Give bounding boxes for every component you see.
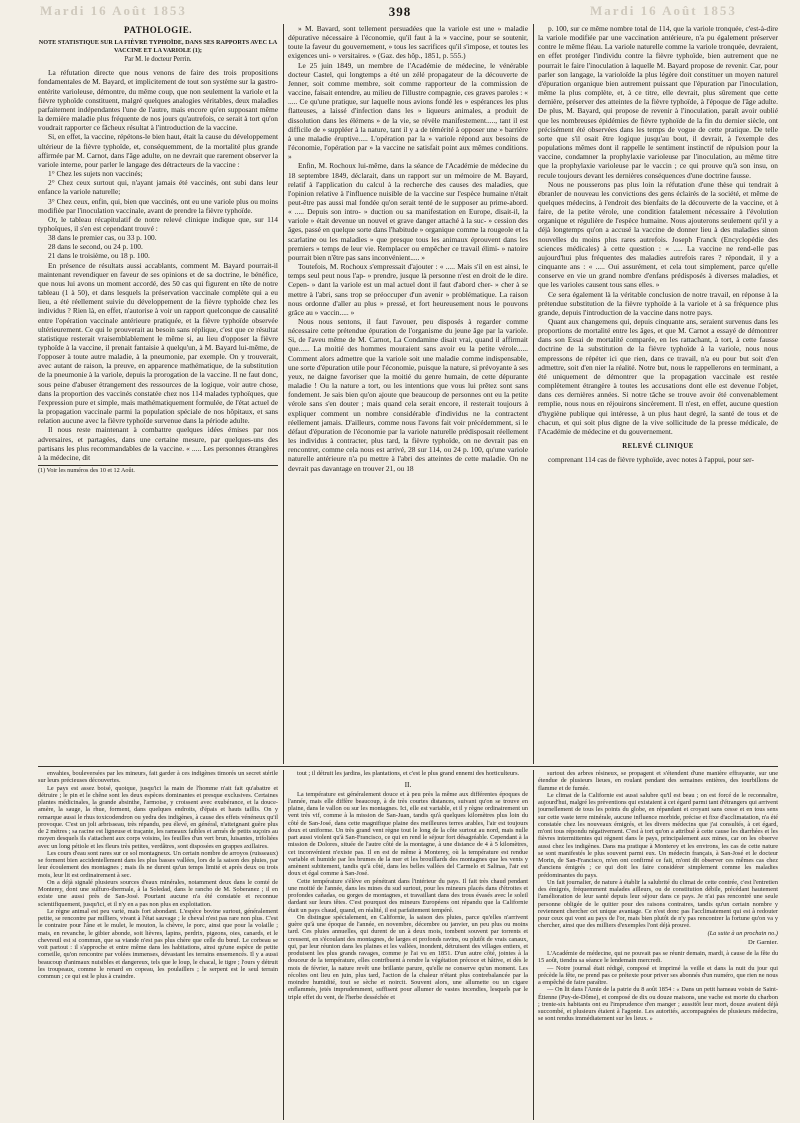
masthead-strip [0,0,800,22]
paragraph: comprenant 114 cas de fièvre typhoïde, avec notes à l'appui, pour ser- [548,455,754,465]
paragraph: Toutefois, M. Rochoux s'empressait d'ajouter : « ..... Mais s'il en est ainsi, le temps seul peut nous l'ap- » prendre, jusque là personne n'est en droit de le dire. Cepen- » dant la variole est un mal actuel dont il faut d'abord cher- » cher à se mettre à l'abri, sans trop se préoccuper d'un avenir » problématique. La raison nous ordonne d'aller au plus » pressé, et fort heureusement nous le pouvons grâce au » vaccin..... » [288,262,528,317]
column-1-text [38,68,278,462]
column-rule [533,770,534,1120]
paragraph: » M. Bavard, sont tellement persuadées que la variole est une » maladie dépurative nécessaire à l'économie, qu'il faut à la » vaccine, pour se soutenir, toute la faveur du gouvernement, » tous les sacrifices qu'il s'impose, et toutes les exigences uni- » versitaires. » (Gaz. des hôp., 1851, p. 555.) [288,24,528,61]
footnote: (1) Voir les numéros des 10 et 12 Août. [38,465,278,474]
column-1 [38,24,278,764]
paragraph: Un fait journalier, de nature à établir la salubrité du climat de cette contrée, c'est l'entretien des émigrés, fréquemment malades ailleurs, ou de constitution débile, précédant hautement l'amélioration de leur santé depuis leur séjour dans ce pays. Je n'ai pas rencontré une seule personne obligée de le quitter pour des raisons contraires, tandis qu'un certain nombre y reviennent chercher cet unique avantage. Ce n'est donc pas l'acclimatement qui est à redouter pour ceux qui vont au pays de l'or, mais bien plutôt de n'y pas rencontrer la fortune qu'on va y chercher, ainsi que des milliers d'exemples l'ont déjà prouvé. [538,878,778,930]
article-title: NOTE STATISTIQUE SUR LA FIÈVRE TYPHOÏDE, DANS SES RAPPORTS AVEC LA VACCINE ET LA VARIOLE (1); [38,39,278,54]
paragraph: Enfin, M. Rochoux lui-même, dans la séance de l'Académie de médecine du 18 septembre 1849, déclarait, dans un rapport sur un mémoire de M. Bayard, relatif à l'application du calcul à la recherche des causes des maladies, que l'opinion relative à l'influence nuisible de la vaccine sur l'espèce humaine n'était peut-être pas aussi mal fondée qu'on serait tenté de le supposer au prime-abord. « ..... Depuis son intro- » duction ou sa manifestation en Europe, disait-il, la variole » était devenue un nouvel et grave danger attaché à la suc- » cession des âges, passé en quelque sorte dans l'habitude » organique comme la rougeole et la scarlatine ou les maladies » que presque tous les animaux éprouvent dans les premiers » temps de leur vie. Remplacer ou empêcher ce travail élimi- » natoire pourrait bien n'être pas sans inconvénient..... » [288,161,528,262]
bleed-through-left: Mardi 16 Août 1853 [40,3,187,18]
paragraph: Le règne animal est peu varié, mais fort abondant. L'espèce bovine surtout, généralement petite, se rencontre par milliers, vivant à l'état sauvage ; le cheval n'est pas rare non plus. C'est le contraire pour l'âne et le mulet, le mouton, la chèvre, le porc, ainsi que pour la volaille ; mais, en revanche, le gibier abonde, soit lièvres, lapins, perdrix, pigeons, oies, canards, et le chevreuil est si commun, que sa viande n'est pas plus chère que celle du bœuf. Le corbeau se voit partout : il s'approche et entre même dans les habitations, ainsi qu'une espèce de petite corneille, qu'on rencontre par volées immenses, dévastant les terrains ensemencés. Il y a aussi beaucoup d'animaux nuisibles et dangereux, tels que le loup, le chacal, le tigre ; l'ours y détruit les troupeaux, comme le renard en copeau, les poulaillers ; le serpent est le seul terrain commun ; ce qui est le plus à craindre. [38,907,278,980]
paragraph: En présence de résultats aussi accablants, comment M. Bayard pourrait-il maintenant revendiquer en faveur de ses opinions et de sa doctrine, le bénéfice, que nous lui avons un moment accordé, des 50 cas qui figurent en tête de notre tableau (1 à 50), et dans lesquels la préservation vaccinale complète qui a eu lieu, a été réellement suivie du développement de la fièvre typhoïde chez les individus ? Rien là, en effet, n'autorise à voir un rapport quelconque de causalité entre l'opération vaccinale antérieure pratiquée, et la fièvre typhoïde observée ultérieurement. Ce qui le prouverait au besoin sans réplique, c'est que ce résultat statistique resterait vraisemblablement le même si, au lieu d'opposer la fièvre typhoïde à la vaccine, il prenait fantaisie à quelqu'un, à M. Bayard lui-même, de l'opposer à toute autre maladie, à la pneumonie, par exemple. On y trouverait, avec autant de raison, la preuve, en apparence mathématique, de la substitution de la pneumonie à la variole, depuis la prorogation de la vaccine. Il ne faut donc, sous peine d'abuser étrangement des ressources de la logique, voir autre chose, dans la proportion des vaccinés constatée chez nos 114 malades typhoïques, que l'expression pure et simple, mais mathématiquement formulée, de l'état actuel de la propagation vaccinale parmi la population spéciale de nos hôpitaux, et sans relation aucune avec la fièvre typhoïde survenue dans la période adulte. [38,260,278,426]
paragraph: envahies, bouleversées par les mineurs, fait garder à ces indigènes timorés un secret stérile sur leurs précieuses découvertes. [38,770,278,785]
section-numeral: II. [404,780,412,790]
paragraph: La température est généralement douce et à peu près la même aux différentes époques de l'année, mais elle diffère beaucoup, à de très courtes distances, suivant qu'on se trouve en plaine, dans le vallon ou sur les montagnes. Ici, elle est variable, et il y règne ordinairement un vent très vif, comme à la mission de San-Juan, tandis qu'à quelques kilomètres plus loin du côté de San-José, dans cette magnifique plaine des meilleures terres arables, l'air est toujours doux et uniforme. Un très grand vent règne tout le long de la côte surtout au nord, mais nulle part aussi violent qu'à San-Francisco, ce qui en rend le séjour fort désagréable. Cependant à la mission de Dolores, située de l'autre côté de la montagne, à une distance de 4 à 5 kilomètres, cet inconvénient n'existe pas. Il en est de même à Monterey, où la température est rendue variable et humide par les brumes de la mer et les brouillards des montagnes que les vents y amènent subitement, tandis qu'à côté, dans les belles vallées del Carmelo et Salinas, l'air est doux et égal comme à San-José. [288,790,528,878]
paragraph: Ce sera également là la véritable conclusion de notre travail, en réponse à la prétendue substitution de la fièvre typhoïde à la variole et à sa fréquence plus grande, depuis l'introduction de la vaccine dans notre pays. [538,289,778,317]
paragraph: Si, en effet, la vaccine, répétons-le bien haut, était la cause du développement ultérieur de la fièvre typhoïde, et, conséquemment, de la mortalité plus grande affirmée par M. Carnot, dans l'âge adulte, on ne devrait que rarement observer la variole interne, pour parler le langage des détracteurs de la vaccine : [38,132,278,169]
paragraph: tout ; il détruit les jardins, les plantations, et c'est le plus grand ennemi des horticulteurs. [297,770,520,777]
paragraph: p. 100, sur ce même nombre total de 114, que la variole tronquée, c'est-à-dire la variole modifiée par une vaccination antérieure, n'a pu également préserver contre le même fléau. La variole naturelle comme la variole tronquée, devraient, en effet protéger l'individu contre la fièvre typhoïde, bien autrement que ne pourrait le faire l'inoculation à laquelle M. Bayard propose de revenir. Car, pour parler son langage, la varioloïde la plus légère doit constituer un moyen naturel d'épuration organique bien autrement puissant que l'épuration par l'inoculation, même la plus complète, et, à ce titre, elle devrait, plus sûrement que cette dernière, préserver des atteintes de la fièvre typhoïde, à l'époque de l'âge adulte. De plus, M. Bayard, qui propose de revenir à l'inoculation, paraît avoir oublié que les nombreuses épidémies de fièvre typhoïde de la fin du dernier siècle, ont précisément été observées dans les temps de vogue de cette pratique. De telle sorte que s'il osait être logique jusqu'au bout, il devrait, à l'exemple des populations mêmes dont il rappelle le sentiment instinctif de répulsion pour la vaccine, condamner la prophylaxie varioleuse par l'inoculation, au même titre que la prophylaxie varioleuse par le vaccin ; ce qui prouve qu'à son insu, on recule toujours devant les dernières conséquences d'une doctrine fausse. [538,24,778,180]
section-heading: PATHOLOGIE. [124,25,192,35]
column-rule [283,24,284,764]
bleed-through-right: Mardi 16 Août 1853 [590,3,737,18]
paragraph: On a déjà signalé plusieurs sources d'eaux minérales, notamment deux dans le comté de Monterey, dont une sulfuro-thermale, à la Soledad, dans le rancho de M. Soberanez ; il en existe une aussi près de San-José. Pourtant aucune n'a été constatée et reconnue scientifiquement, jusqu'ici, et il n'y en a pas non plus en exploitation. [38,878,278,908]
subheading-revue-clinique: RELEVÉ CLINIQUE [622,443,694,451]
column-3 [538,24,778,764]
paragraph: surtout des arbres résineux, se propagent et s'étendent d'une manière effrayante, sur une étendue de plusieurs lieues, en roulant pendant des semaines entières, des tourbillons de flamme et de fumée. [538,770,778,792]
article-author: Par M. le docteur Perrin. [124,56,192,64]
paragraph: Nous nous sentons, il faut l'avouer, peu disposés à regarder comme nécessaire cette prétendue épuration de l'organisme du jeune âge par la variole. Si, de l'aveu même de M. Carnot, La Condamine disait vrai, quand il affirmait que...... La moitié des hommes mouraient sans avoir eu la petite vérole...... Comment alors admettre que la variole soit une maladie comme indispensable, une sorte d'épuration utile pour l'économie, puisque la nature, si prévoyante à ses yeux, ne daigne favoriser que la moitié du genre humain, de cette dépurante maladie ! Ou la nature a tort, ou les intentions que vous lui prêtez sont sans fondement. Je sais bien qu'on ajoute que beaucoup de personnes ont eu la petite vérole sans s'en douter ; mais quand cela serait encore, il resterait toujours à expliquer comment un nombre considérable d'individus ne la contractent réellement jamais. D'ailleurs, comme nous l'avons fait voir précédemment, si le défaut d'épuration de l'économie par la variole naturelle prédisposait réellement les individus à contracter, plus tard, la fièvre typhoïde, on ne devrait pas en rencontrer, comme cela nous est arrivé, 28 sur 114, ou 24 p. 100, qu'une variole naturelle antérieure n'a pu mettre à l'abri des atteintes de cette maladie. On ne devrait pas davantage en trouver 21, ou 18 [288,317,528,473]
paragraph: Le 25 juin 1849, un membre de l'Académie de médecine, le vénérable docteur Castel, qui longtemps a été un zélé propagateur de la découverte de Jenner, soit comme membre, soit comme rapporteur de la commission de vaccine, faisait entendre, au milieu de l'illustre compagnie, ces graves paroles : « ..... Ce qu'une pratique, sur laquelle nous avions fondé les » espérances les plus flatteuses, a laissé d'infection dans les » liqueurs animales, a produit de dissolution dans les élémens » de la vie, se révèle manifestement....., tant il est difficile de » suppléer à la nature, tant il y a de témérité à opposer une » barrière à une maladie éruptive..... L'opération par la » variole répond aux besoins de l'économie, l'opération par » la vaccine ne satisfait point aux mêmes conditions. » [288,60,528,162]
paragraph: 28 dans le second, ou 24 p. 100. [48,242,143,252]
paragraph: Quant aux changemens qui, depuis cinquante ans, seraient survenus dans les proportions de mortalité entre les âges, et que M. Carnot a essayé de démontrer dans son Essai de mortalité comparée, en les rattachant, à tort, à cette fausse doctrine de la substitution de la fièvre typhoïde à la variole, nous nous empressons de répéter ici que rien, dans ce travail, n'a eu pour but soit d'en admettre, soit d'en nier la réalité. Notre but, nous le rappellerons en terminant, a été uniquement de démontrer que la propagation vaccinale est restée complètement étrangère à toutes les accusations dont elle est devenue l'objet, dans ces dernières années. Si notre tâche se trouve avoir été convenablement remplie, nous nous en réjouirons sincèrement. Il n'est, en effet, aucune question d'hygiène publique qui intéresse, à un plus haut degré, la santé de tous et de chacun, et qui soit plus digne de la vive sollicitude de la presse médicale, de l'Académie de médecine et du gouvernement. [538,317,778,436]
paragraph: — On lit dans l'Amie de la patrie du 8 août 1854 : « Dans un petit hameau voisin de Saint-Étienne (Puy-de-Dôme), et composé de dix ou douze maisons, une vache est morte du charbon ; trente-six habitants ont eu l'imprudence d'en manger ; aussitôt leur mort, douze avaient déjà succombé, et plusieurs étaient à l'agonie. Les autorités, accompagnées de plusieurs médecins, se sont rendus immédiatement sur les lieux. » [538,986,778,1023]
paragraph: 3° Chez ceux, enfin, qui, bien que vaccinés, ont eu une variole plus ou moins modifiée par l'inoculation vaccinale, avant de prendre la fièvre typhoïde. [38,196,278,215]
paragraph: Le climat de la Californie est aussi salubre qu'il est beau ; on est forcé de le reconnaître, aujourd'hui, malgré les préventions qui existaient à cet égard parmi tant d'étrangers qui arrivent journellement de tous les points du globe, en répandant et croyant sans cesse et en tous sens sur cette vaste terre minérale, aucune influence morbide, précise et fixe d'acclimatation, n'a été constatée chez les nouveaux émigrés, et les divers médecins que j'ai consultés, à cet égard, m'ont tous répondu négativement. C'est à tort qu'on a attribué à cette cause les diarrhées et les fièvres intermittentes qui régnent dans le pays, principalement aux mines, car on les observe aussi chez les indigènes. Dans ma pratique à Monterey et les environs, les cas de cette nature se sont manifestés le plus souvent parmi eux. Un médecin français, à San-José et le docteur Morin, de San-Francisco, m'en ont confirmé ce fait, m'ont dit observer ces mêmes cas chez d'anciens émigrés ; ce qui doit les faire considérer simplement comme les maladies prédominantes du pays. [538,791,778,879]
paragraph: Cette température s'élève en pénétrant dans l'intérieur du pays. Il fait très chaud pendant une moitié de l'année, dans les mines du sud surtout, pour les mineurs placés dans d'étroites et profondes cañadas, ou gorges de montagnes, et travaillant dans des trous évasés avec le soleil dardant sur leurs têtes. C'est pourquoi des mineurs Européens ont répandu que la Californie était un pays chaud, quand, en réalité, il est parfaitement tempéré. [288,877,528,914]
feuilleton-section [38,770,778,1120]
column-rule [533,24,534,764]
paragraph: On distingue spécialement, en Californie, la saison des pluies, parce qu'elles n'arrivent guère qu'à une époque de l'année, en novembre, décembre ou janvier, un peu plus ou moins tard. Ces pluies annuelles, qui durent de un à deux mois, tombent souvent par torrents et creusent, en s'écoulant des montagnes, de larges et profonds ravins, ou plutôt de vrais canaux, qui, par leur réunion dans les plaines et les vallées, inondent, détruisent des villages entiers, et produisent les plus grands ravages, comme je l'ai vu en 1851. D'un autre côté, jointes à la douceur de la température, elles contribuent à rendre la végétation précoce et hâtive, et dès le mois de février, la nature revêt une brillante parure, qu'elle ne conserve qu'un moment. Les récoltes ont lieu en juin, plus tard, l'action de la chaleur n'étant plus contrebalancée par la moindre humidité, tout se sèche et noircit. Souvent alors, une allumette ou un cigare enflammés, jetés imprudemment, suffisent pour allumer de vastes incendies, lesquels par le triple effet du vent, de l'herbe desséchée et [288,913,528,1001]
paragraph: L'Académie de médecine, qui ne pouvait pas se réunir demain, mardi, à cause de la fête du 15 août, tiendra sa séance le lendemain mercredi. [538,950,778,965]
paragraph: 2° Chez ceux surtout qui, n'ayant jamais été vaccinés, ont subi dans leur enfance la variole naturelle; [38,178,278,197]
feuilleton-column-1 [38,770,278,1120]
paragraph: La réfutation directe que nous venons de faire des trois propositions fondamentales de M. Bayard, et implicitement de tout son système sur la gastro-entérite varioleuse, démontre, du même coup, que non seulement la variole et la fièvre typhoïde constituent, malgré quelques analogies véritables, deux maladies parfaitement indépendantes l'une de l'autre, mais encore qu'en supposant même la dernière maladie plus fréquente de nos jours qu'autrefois, ce serait à tort qu'on voudrait rapporter ce fâcheux résultat à l'introduction de la vaccine. [38,68,278,133]
feuilleton-column-3 [538,770,778,1120]
column-rule [283,770,284,1120]
paragraph: Il nous reste maintenant à combattre quelques idées émises par nos adversaires, et partagées, dans une certaine mesure, par quelques-uns des partisans les plus recommandables de la vaccine. « ..... Les personnes étrangères à la médecine, dit [38,425,278,462]
paragraph: — Notre journal était rédigé, composé et imprimé la veille et dans la nuit du jour qui précède la fête, ne prend pas ce prétexte pour priver ses abonnés d'un numéro, que rien ne nous a empêché de faire paraître. [538,964,778,986]
continuation-note: (La suite à un prochain no.) [707,929,778,937]
signature: Dr Garnier. [747,938,778,946]
paragraph: 21 dans le troisième, ou 18 p. 100. [48,251,150,261]
upper-section [38,24,778,764]
column-2 [288,24,528,764]
paragraph: Les cours d'eau sont rares sur ce sol montagneux. Un certain nombre de arroyos (ruisseaux) se forment bien accidentellement dans les plus basses vallées, lors de la saison des pluies, par leur écoulement des montagnes ; mais ils ne durent qu'un temps limité et après deux ou trois mois, leur lit est ordinairement à sec. [38,849,278,879]
paragraph: 1° Chez les sujets non vaccinés; [48,169,143,179]
paragraph: Nous ne pousserons pas plus loin la réfutation d'une thèse qui tendrait à ébranler de nouveau les convictions des gens éclairés de la société, et même de quelques médecins, à l'endroit des bienfaits de la découverte de la vaccine, et à faire, de la petite vérole, une condition fatalement nécessaire à l'évolution organique et régulière de l'espèce humaine. Nous ajouterons seulement qu'il y a déjà longtemps qu'on a accusé la vaccine de donner lieu à des maladies sinon nouvelles du moins plus rares autrefois. Joseph Franck (Encyclopédie des sciences médicales) à cette question : « ..... La vaccine ne rend-elle pas aujourd'hui plus fréquentes des maladies autrefois rares ? répondait, il y a cinquante ans : « ..... Oui assurément, et cela tout simplement, parce qu'elle conserve en vie un grand nombre d'enfans prédisposés à diverses maladies, et que les varioles causent tous sans elles. » [538,179,778,290]
feuilleton-column-2 [288,770,528,1120]
paragraph: Le pays est assez boisé, quoique, jusqu'ici la main de l'homme n'ait fait qu'abattre et détruire ; le pin et le chêne sont les deux espèces dominantes et presque exclusives. Certaines plantes médicinales, la grande absinthe, l'armoise, y croissent avec exubérance, et la douce-amère, la sauge, la rhue, forment, dans quelques endroits, d'épais et hauts taillis. On y remarque aussi le rhus toxicodendron ou yedra des indigènes, à cause des effets vénéneux qu'il provoque. C'est un joli arbrisseau, très répandu, peu élevé, en général, n'atteignant guère plus de 2 mètres ; sa racine est ligneuse et traçante, les rameaux faibles et armés de petits suçoirs au moyen desquels ils s'attachent aux corps voisins, les feuilles d'un vert brun, luisantes, trifoliées avec un long pétiole et les fleurs très petites, verdâtres, sont disposées en grappes axillaires. [38,784,278,850]
page-number: 398 [388,4,412,19]
paragraph: Or, le tableau récapitulatif de notre relevé clinique indique que, sur 114 typhoïques, il s'en est cependant trouvé : [38,214,278,233]
section-divider [38,766,778,767]
paragraph: 38 dans le premier cas, ou 33 p. 100. [48,233,157,243]
